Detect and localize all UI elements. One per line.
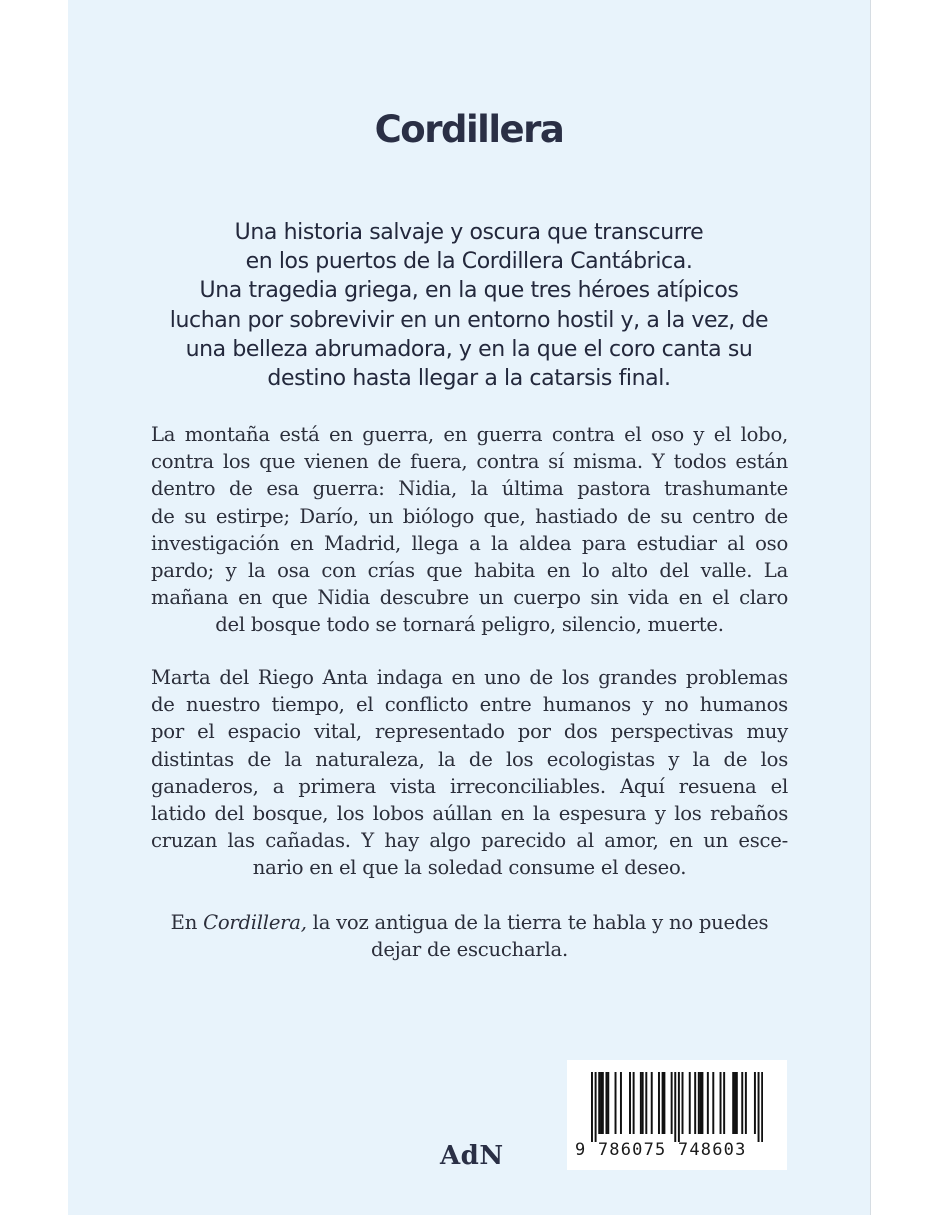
barcode-bar xyxy=(615,1072,617,1134)
body-line: ganaderos, a primera vista irreconciliables. Aquí resuena el xyxy=(151,774,788,798)
isbn-barcode xyxy=(567,1060,787,1170)
barcode-bar xyxy=(595,1072,597,1142)
synopsis-paragraph-1 xyxy=(151,421,788,639)
barcode-bar xyxy=(734,1072,736,1134)
barcode-bar xyxy=(720,1072,722,1134)
book-title-italic: Cordillera, xyxy=(203,911,307,934)
body-line: mañana en que Nidia descubre un cuerpo sin vida en el claro xyxy=(151,586,788,610)
barcode-bar xyxy=(663,1072,665,1134)
barcode-bar xyxy=(607,1072,609,1134)
barcode-bar xyxy=(671,1072,673,1134)
barcode-bar xyxy=(682,1072,684,1134)
barcode-bar xyxy=(701,1072,703,1134)
barcode-bar xyxy=(640,1072,642,1134)
barcode-bar xyxy=(741,1072,743,1134)
tagline-line: Una tragedia griega, en la que tres héroes atípicos xyxy=(199,278,739,304)
tagline-line: Una historia salvaje y oscura que transcurre xyxy=(234,220,704,245)
barcode-bar xyxy=(633,1072,635,1134)
book-title: Cordillera xyxy=(374,108,564,151)
barcode-bar xyxy=(645,1072,647,1134)
barcode-bar xyxy=(651,1072,653,1134)
barcode-bar xyxy=(732,1072,734,1134)
body-line: investigación en Madrid, llega a la aldea para estudiar al oso xyxy=(151,531,788,555)
body-line: de nuestro tiempo, el conflicto entre humanos y no humanos xyxy=(151,693,788,717)
barcode-bar xyxy=(629,1072,631,1134)
text-run: En xyxy=(170,911,204,934)
barcode-bar xyxy=(723,1072,725,1134)
barcode-bar xyxy=(745,1072,747,1134)
barcode-bar xyxy=(689,1072,691,1134)
back-cover xyxy=(68,0,871,1215)
barcode-bar xyxy=(758,1072,760,1142)
barcode-bar xyxy=(642,1072,644,1134)
body-line: distintas de la naturaleza, la de los ecologistas y la de los xyxy=(151,747,788,771)
body-line: de su estirpe; Darío, un biólogo que, hastiado de su centro de xyxy=(151,504,788,528)
body-line: Marta del Riego Anta indaga en uno de los grandes problemas xyxy=(151,666,788,689)
barcode-bar xyxy=(694,1072,696,1134)
closing-paragraph xyxy=(151,909,788,963)
body-line: La montaña está en guerra, en guerra contra el oso y el lobo, xyxy=(151,423,788,446)
barcode-bar xyxy=(678,1072,680,1142)
body-line: cruzan las cañadas. Y hay algo parecido al amor, en un esce- xyxy=(151,829,788,853)
tagline xyxy=(128,218,810,393)
barcode-bar xyxy=(761,1072,763,1142)
barcode-bars xyxy=(591,1072,763,1142)
barcode-bar xyxy=(658,1072,660,1134)
text-run: la voz antigua de la tierra te habla y no puedes xyxy=(306,911,769,934)
body-line: del bosque todo se tornará peligro, silencio, muerte. xyxy=(215,613,724,637)
barcode-bar xyxy=(698,1072,700,1134)
tagline-line: destino hasta llegar a la catarsis final. xyxy=(267,366,671,392)
barcode-bar xyxy=(591,1072,593,1142)
body-line: dentro de esa guerra: Nidia, la última pastora trashumante xyxy=(151,477,788,501)
barcode-bar xyxy=(674,1072,676,1142)
barcode-bar xyxy=(754,1072,756,1134)
body-line: dejar de escucharla. xyxy=(371,938,568,962)
tagline-line: luchan por sobrevivir en un entorno hostil y, a la vez, de xyxy=(169,307,769,333)
barcode-bar xyxy=(600,1072,602,1134)
publisher-logo: AdN xyxy=(440,1141,504,1171)
barcode-bar xyxy=(602,1072,604,1134)
barcode-bar xyxy=(712,1072,714,1134)
body-line: por el espacio vital, representado por dos perspectivas muy xyxy=(151,720,788,744)
barcode-bar xyxy=(662,1072,664,1134)
tagline-line: una belleza abrumadora, y en la que el coro canta su xyxy=(185,336,753,362)
isbn-number: 9 786075 748603 xyxy=(575,1140,747,1160)
body-line xyxy=(151,909,788,936)
body-line: latido del bosque, los lobos aúllan en la espesura y los rebaños xyxy=(151,802,788,826)
tagline-line: en los puertos de la Cordillera Cantábrica. xyxy=(245,249,693,275)
barcode-bar xyxy=(605,1072,607,1134)
body-line: pardo; y la osa con crías que habita en lo alto del valle. La xyxy=(151,559,788,583)
barcode-bar xyxy=(620,1072,622,1134)
body-line: nario en el que la soledad consume el deseo. xyxy=(252,856,687,880)
barcode-bar xyxy=(700,1072,702,1134)
body-line: contra los que vienen de fuera, contra sí misma. Y todos están xyxy=(151,450,788,474)
barcode-bar xyxy=(598,1072,600,1134)
barcode-bar xyxy=(736,1072,738,1134)
synopsis-paragraph-2 xyxy=(151,664,788,882)
barcode-bar xyxy=(707,1072,709,1134)
